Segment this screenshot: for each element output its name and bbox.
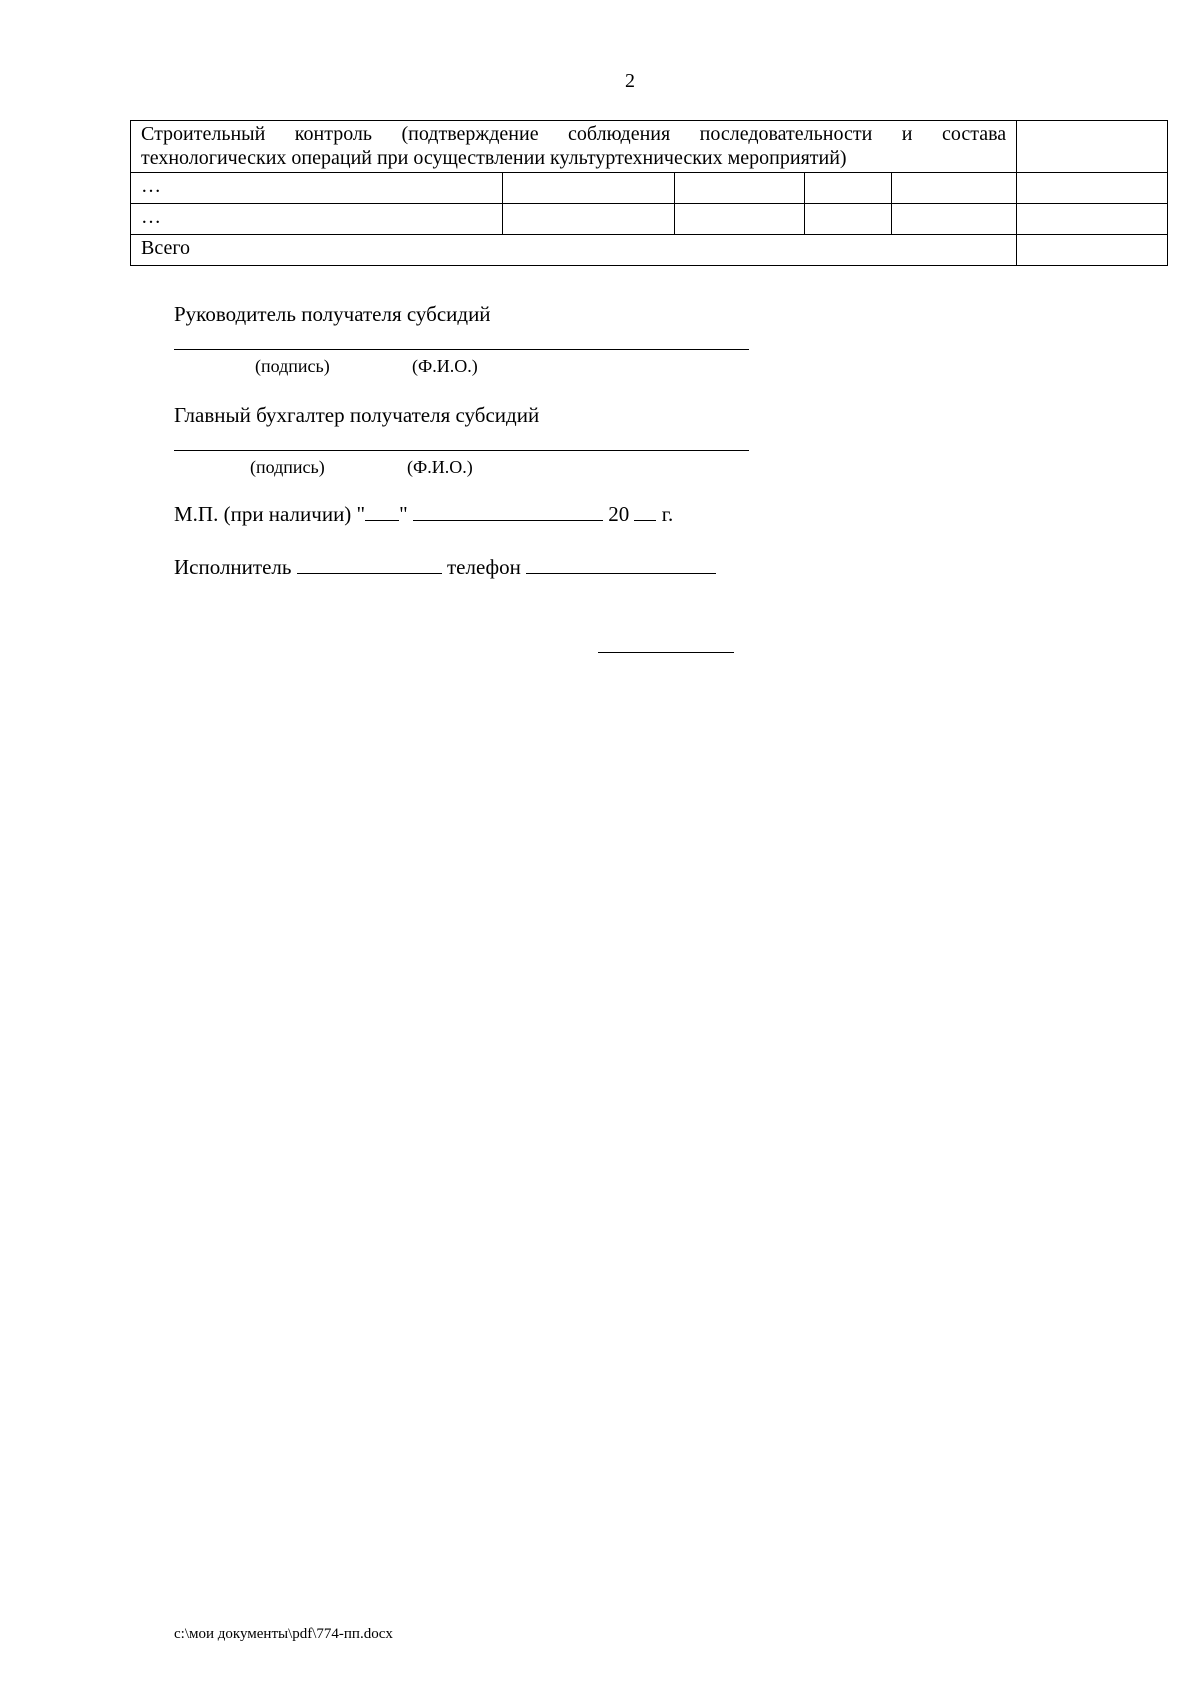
head-title: Руководитель получателя субсидий: [174, 302, 491, 326]
end-rule: [598, 652, 734, 653]
construction-control-value-cell: [1017, 121, 1168, 173]
table-row-ellipsis-2: [131, 204, 1168, 235]
empty-cell: [805, 173, 892, 204]
accountant-name-caption: (Ф.И.О.): [407, 457, 473, 477]
stamp-quote-close: ": [399, 502, 408, 526]
empty-cell: [502, 204, 675, 235]
month-blank: [413, 502, 603, 521]
stamp-line: [174, 502, 673, 527]
executor-label: Исполнитель: [174, 555, 292, 579]
empty-cell: [892, 173, 1017, 204]
accountant-signature-line: [174, 450, 749, 451]
page-number: 2: [625, 70, 635, 92]
year-prefix: 20: [608, 502, 630, 526]
total-label-cell: Всего: [131, 235, 1017, 266]
empty-cell: [675, 173, 805, 204]
construction-control-cell: Строительный контроль (подтверждение соблюдения последовательности и состава технологических операций при осуществлении культуртехнических мероприятий): [131, 121, 1017, 173]
empty-cell: [805, 204, 892, 235]
footer-file-path: c:\мои документы\pdf\774-пп.docx: [174, 1626, 393, 1642]
empty-cell: [1017, 204, 1168, 235]
empty-cell: [1017, 173, 1168, 204]
ellipsis-cell: …: [131, 173, 503, 204]
empty-cell: [502, 173, 675, 204]
accountant-sign-caption: (подпись): [250, 457, 325, 477]
year-suffix: г.: [661, 502, 674, 526]
table-row-ellipsis-1: [131, 173, 1168, 204]
empty-cell: [675, 204, 805, 235]
empty-cell: [892, 204, 1017, 235]
phone-label: телефон: [446, 555, 521, 579]
total-value-cell: [1017, 235, 1168, 266]
table-row-total: [131, 235, 1168, 266]
accountant-title: Главный бухгалтер получателя субсидий: [174, 403, 540, 427]
executor-blank: [297, 555, 442, 574]
phone-blank: [526, 555, 716, 574]
head-sign-caption: (подпись): [255, 356, 330, 376]
table-row-construction-control: [131, 121, 1168, 173]
head-signature-line: [174, 349, 749, 350]
report-table: [130, 120, 1168, 266]
head-name-caption: (Ф.И.О.): [412, 356, 478, 376]
stamp-prefix: М.П. (при наличии) ": [174, 502, 366, 526]
year-blank: [634, 502, 656, 521]
executor-line: [174, 555, 716, 580]
day-blank: [365, 502, 399, 521]
ellipsis-cell: …: [131, 204, 503, 235]
